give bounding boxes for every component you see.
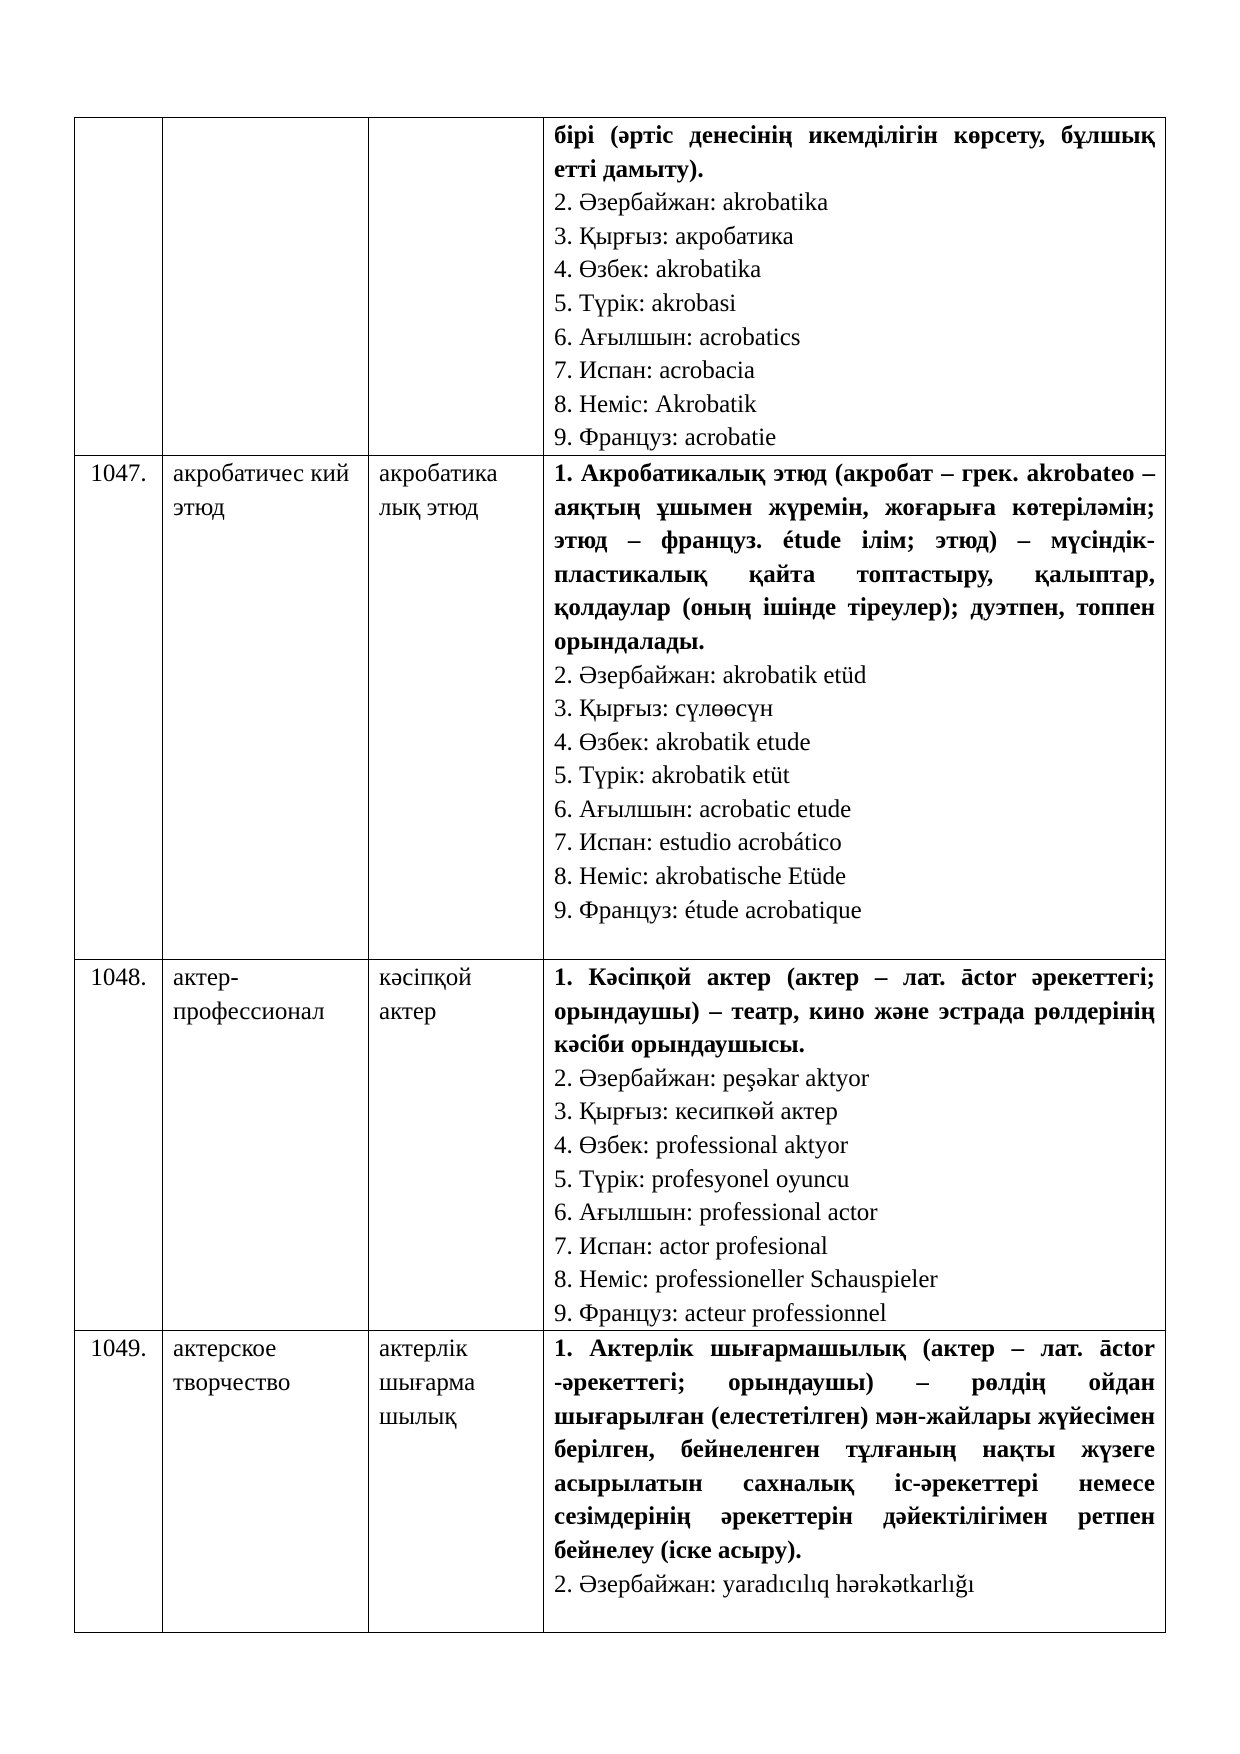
entry-number: 1048. [75,959,163,1331]
translation-line: 8. Неміс: Akrobatik [554,390,757,418]
translation-line: 5. Түрік: akrobasi [554,289,737,317]
translation-line: 8. Неміс: akrobatische Etüde [554,863,847,891]
entry-number [75,118,163,456]
entry-number: 1049. [75,1331,163,1633]
definition-cell [544,959,1166,1331]
kazakh-term: актерлік шығарма шылық [369,1331,544,1633]
translation-line: 3. Қырғыз: акробатика [554,222,794,250]
translation-line: 4. Өзбек: akrobatik etude [554,728,811,756]
definition-text: 1. Акробатикалық этюд (акробат – грек. akrobateo – аяқтың ұшымен жүремін, жоғарыға көтеріләмін; этюд – француз. étude ілім; этюд) – мүсіндік-пластикалық қайта топтастыру, қалыптар, қолдаулар (оның ішінде тіреулер); дуэтпен, топпен орындалады. [554,459,1155,655]
definition-cell [544,455,1166,959]
translation-line: 4. Өзбек: professional aktyor [554,1131,849,1159]
dictionary-page [74,117,1165,1633]
table-row [75,959,1166,1331]
translation-line: 6. Ағылшын: professional actor [554,1199,878,1227]
dictionary-table [74,117,1166,1633]
definition-text: 1. Кәсіпқой актер (актер – лат. āctor әрекеттегі; орындаушы) – театр, кино және эстрада рөлдерінің кәсіби орындаушысы. [554,963,1155,1059]
translation-line: 2. Әзербайжан: akrobatika [554,189,829,217]
kazakh-term [369,118,544,456]
definition-cell [544,118,1166,456]
translation-line: 5. Түрік: profesyonel oyuncu [554,1165,850,1193]
definition-cell [544,1331,1166,1633]
translation-line: 2. Әзербайжан: akrobatik etüd [554,661,867,689]
kazakh-term: акробатика лық этюд [369,455,544,959]
kazakh-term: кәсіпқой актер [369,959,544,1331]
translation-line: 9. Француз: acteur professionnel [554,1299,887,1327]
translation-line: 8. Неміс: professioneller Schauspieler [554,1266,938,1294]
definition-text: 1. Актерлік шығармашылық (актер – лат. āctor -әрекеттегі; орындаушы) – рөлдің ойдан шығарылған (елестетілген) мән-жайлары жүйесімен берілген, бейнеленген тұлғаның нақты жүзеге асырылатын сахналық іс-әрекеттері немесе сезімдерінің әрекеттерін дәйектілігімен ретпен бейнелеу (іске асыру). [554,1335,1155,1565]
russian-term: акробатичес кий этюд [163,455,369,959]
translation-line: 7. Испан: actor profesional [554,1232,828,1260]
russian-term [163,118,369,456]
table-row [75,1331,1166,1633]
entry-number: 1047. [75,455,163,959]
definition-text: бірі (әртіс денесінің икемділігін көрсету, бұлшық етті дамыту). [554,122,1155,183]
translation-line: 7. Испан: acrobacia [554,357,755,385]
translation-line: 7. Испан: estudio acrobático [554,829,842,857]
translation-line: 6. Ағылшын: acrobatics [554,323,801,351]
translation-line: 5. Түрік: akrobatik etüt [554,762,790,790]
table-row [75,118,1166,456]
translation-line: 9. Француз: étude acrobatique [554,896,862,924]
translation-line: 4. Өзбек: akrobatika [554,256,762,284]
translation-line: 6. Ағылшын: acrobatic etude [554,795,852,823]
russian-term: актерское творчество [163,1331,369,1633]
translation-line: 2. Әзербайжан: peşəkar aktyor [554,1064,870,1092]
translation-line: 9. Француз: acrobatie [554,424,777,452]
translation-line: 3. Қырғыз: кесипкөй актер [554,1098,838,1126]
translation-line: 3. Қырғыз: сүлөөсүн [554,695,774,723]
russian-term: актер-профессионал [163,959,369,1331]
table-row [75,455,1166,959]
translation-line: 2. Әзербайжан: yaradıcılıq hərəkətkarlığı [554,1570,975,1598]
